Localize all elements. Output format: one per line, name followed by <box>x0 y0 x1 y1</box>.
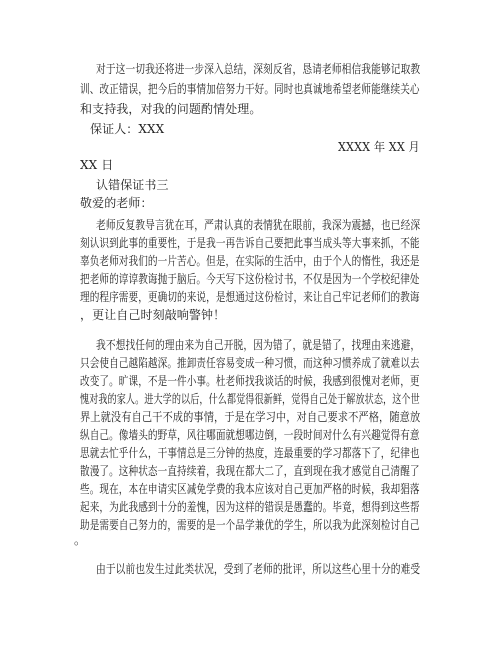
paragraph-line: 改变了。旷课，不是一件小事。杜老师找我谈话的时候，我感到很愧对老师，更 <box>80 374 420 388</box>
paragraph-line: 把老师的谆谆教诲抛于脑后。今天写下这份检讨书，不仅是因为一个学校纪律处 <box>80 272 420 286</box>
paragraph-line: 训、改正错误，把今后的事情加倍努力干好。同时也真诚地希望老师能继续关心 <box>80 82 420 96</box>
date-line: XX 日 <box>80 158 114 172</box>
paragraph-line: 只会使自己越陷越深。推卸责任容易变成一种习惯，而这种习惯养成了就难以去 <box>80 356 420 370</box>
section-title: 认错保证书三 <box>96 178 169 192</box>
guarantor-line: 保证人：XXX <box>90 122 165 136</box>
paragraph-line: 和支持我，对我的问题酌情处理。 <box>80 102 262 116</box>
paragraph-line: 对于这一切我还将进一步深入总结，深刻反省，恳请老师相信我能够记取教 <box>96 62 421 76</box>
paragraph-line: 我不想找任何的理由来为自己开脱，因为错了，就是错了，找理由来逃避， <box>96 338 421 352</box>
paragraph-line: 纵自己。像墙头的野草，风往哪面就想哪边倒，一段时间对什么有兴趣觉得有意 <box>80 428 420 442</box>
paragraph-line: 理的程序需要，更确切的来说，是想通过这份检讨，来让自己牢记老师们的教诲 <box>80 290 420 304</box>
paragraph-line: 老师反复教导言犹在耳，严肃认真的表情犹在眼前，我深为震撼，也已经深 <box>96 218 421 232</box>
paragraph-end-mark: 。 <box>74 533 87 547</box>
paragraph-line: 些。现在，本在申请实区减免学费的我本应该对自己更加严格的时候，我却猖落 <box>80 482 420 496</box>
paragraph-line: 辜负老师对我们的一片苦心。但是，在实际的生活中，由于个人的惰性，我还是 <box>80 254 420 268</box>
paragraph-line: ，更让自己时刻敲响警钟！ <box>80 308 226 322</box>
salutation: 敬爱的老师： <box>80 196 153 210</box>
paragraph-line: 起来，为此我感到十分的羞愧，因为这样的错误是愚蠢的。毕竟，想得到这些帮 <box>80 500 420 514</box>
paragraph-line: 界上就没有自己干不成的事情，于是在学习中，对自己要求不严格，随意放 <box>80 410 421 424</box>
paragraph-line: 刻认识到此事的重要性，于是我一再告诉自己要把此事当成头等大事来抓，不能 <box>80 236 420 250</box>
date-line: XXXX 年 XX 月 <box>338 140 420 154</box>
paragraph-line: 思就去忙乎什么，干事情总是三分钟的热度，连最重要的学习都落下了，纪律也 <box>80 446 420 460</box>
paragraph-line: 愧对我的家人。进大学的以后，什么都觉得很新鲜，觉得自己处于解放状态，这个世 <box>80 392 420 406</box>
paragraph-line: 散漫了。这种状态一直持续着，我现在都大二了，直到现在我才感觉自己清醒了 <box>80 464 420 478</box>
paragraph-line: 助是需要自己努力的，需要的是一个品学兼优的学生，所以我为此深刻检讨自己 <box>80 518 420 532</box>
paragraph-line: 由于以前也发生过此类状况，受到了老师的批评，所以这些心里十分的难受 <box>96 562 421 576</box>
